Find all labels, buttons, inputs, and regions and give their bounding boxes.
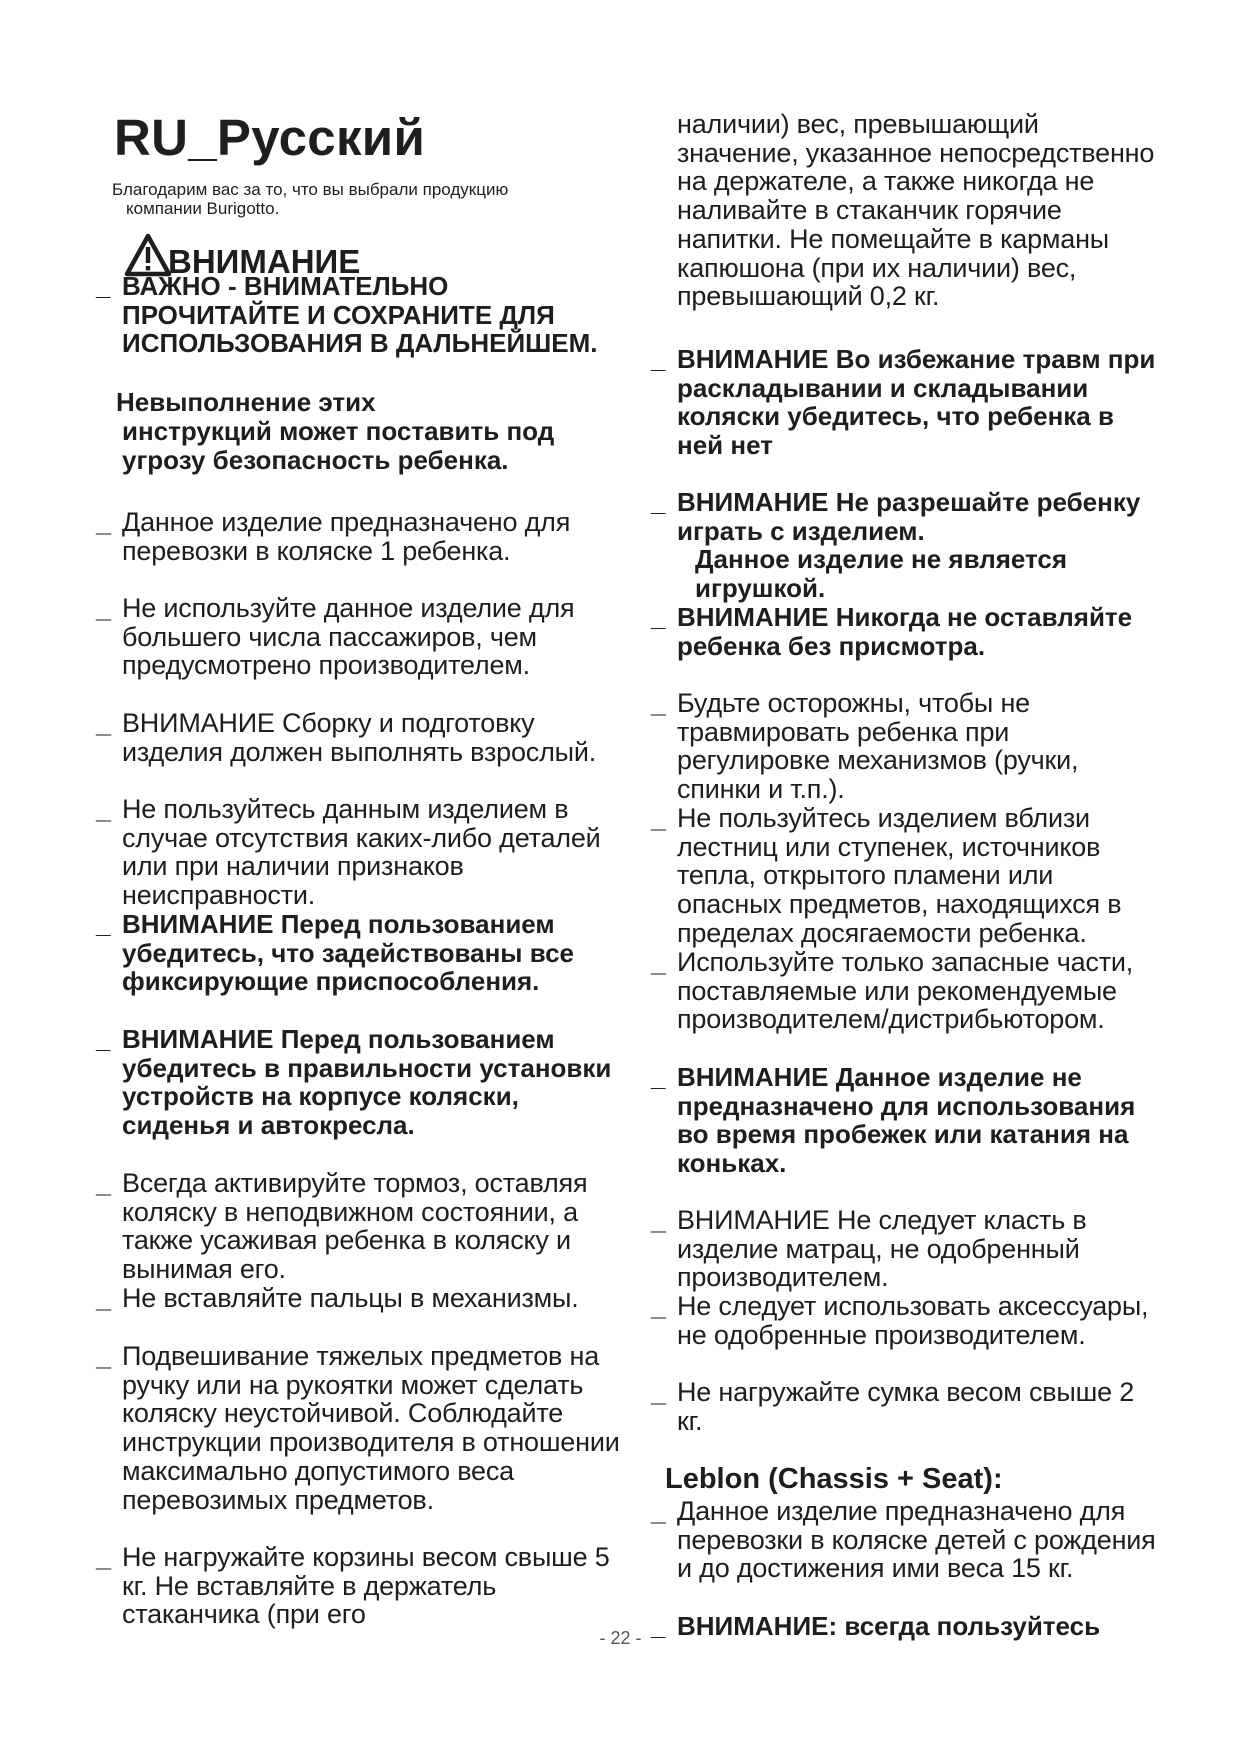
- list-item: _ Не пользуйтесь данным изделием в случае отсутствия каких-либо деталей или при наличии признаков неисправности.: [96, 794, 601, 911]
- page-number: - 22 -: [599, 1628, 642, 1648]
- list-item: _ ВНИМАНИЕ Не следует класть в изделие матрац, не одобренный производителем.: [651, 1205, 1087, 1293]
- list-item: _ ВНИМАНИЕ Никогда не оставляйте ребенка без присмотра.: [651, 602, 1133, 661]
- intro-line-1: Благодарим вас за то, что вы выбрали продукцию: [112, 180, 509, 199]
- list-item: _ Используйте только запасные части, поставляемые или рекомендуемые производителем/дистрибьютором.: [651, 947, 1134, 1035]
- list-item-tail: Данное изделие не является игрушкой.: [695, 544, 1068, 604]
- list-item: _ Не пользуйтесь изделием вблизи лестниц или ступенек, источников тепла, открытого пламени или опасных предметов, находящихся в пределах досягаемости ребенка.: [651, 803, 1122, 948]
- list-item: _ ВНИМАНИЕ Перед пользованием убедитесь в правильности установки устройств на корпусе коляски, сиденья и автокресла.: [96, 1024, 612, 1141]
- list-item: _ Данное изделие предназначено для перевозки в коляске детей с рождения и до достижения ими веса 15 кг.: [651, 1496, 1156, 1584]
- intro-text: [112, 180, 612, 218]
- list-item-continued: наличии) вес, превышающий значение, указанное непосредственно на держателе, а также никогда не наливайте в стаканчик горячие напитки. Не помещайте в карманы капюшона (при их наличии) вес, превышающий 0,2 кг.: [677, 109, 1155, 312]
- list-item: _ ВНИМАНИЕ Сборку и подготовку изделия должен выполнять взрослый.: [96, 708, 597, 767]
- list-item: _ Не используйте данное изделие для большего числа пассажиров, чем предусмотрено производителем.: [96, 593, 575, 681]
- list-item: _ Не нагружайте корзины весом свыше 5 кг. Не вставляйте в держатель стаканчика (при его: [96, 1542, 610, 1630]
- list-item: _ ВНИМАНИЕ Во избежание травм при раскладывании и складывании коляски убедитесь, что ребенка в ней нет: [651, 344, 1156, 461]
- list-item: _ Данное изделие предназначено для перевозки в коляске 1 ребенка.: [96, 507, 571, 566]
- section-subheading: Leblon (Chassis + Seat):: [665, 1463, 1003, 1495]
- list-item: _ ВАЖНО - ВНИМАТЕЛЬНО ПРОЧИТАЙТЕ И СОХРАНИТЕ ДЛЯ ИСПОЛЬЗОВАНИЯ В ДАЛЬНЕЙШЕМ.: [96, 271, 598, 359]
- list-item-note-continued: инструкций может поставить под угрозу безопасность ребенка.: [122, 416, 555, 475]
- list-item: _ ВНИМАНИЕ: всегда пользуйтесь: [651, 1611, 1101, 1641]
- list-item: _ Всегда активируйте тормоз, оставляя коляску в неподвижном состоянии, а также усаживая ребенка в коляску и вынимая его.: [96, 1168, 588, 1285]
- warning-heading-text: ВНИМАНИЕ: [168, 243, 361, 280]
- list-item: _ Подвешивание тяжелых предметов на ручку или на рукоятки может сделать коляску неустойчивой. Соблюдайте инструкции производителя в отношении максимально допустимого веса перевозимых предметов.: [96, 1341, 620, 1515]
- list-item: _ ВНИМАНИЕ Не разрешайте ребенку играть с изделием. Данное изделие не является игрушкой.: [651, 488, 1161, 603]
- list-item: _ Будьте осторожны, чтобы не травмировать ребенка при регулировке механизмов (ручки, спинки и т.п.).: [651, 688, 1079, 805]
- list-item-note: Невыполнение этих: [116, 387, 376, 417]
- list-item: _ ВНИМАНИЕ Данное изделие не предназначено для использования во время пробежек или катания на коньках.: [651, 1062, 1136, 1179]
- list-item: _ ВНИМАНИЕ Перед пользованием убедитесь, что задействованы все фиксирующие приспособления.: [96, 909, 574, 997]
- list-item: _ Не вставляйте пальцы в механизмы.: [96, 1283, 579, 1313]
- intro-line-2: компании Burigotto.: [126, 199, 280, 218]
- list-item: _ Не нагружайте сумка весом свыше 2 кг.: [651, 1377, 1135, 1436]
- list-item: _ Не следует использовать аксессуары, не одобренные производителем.: [651, 1291, 1149, 1350]
- page-title: RU_Русский: [114, 109, 426, 166]
